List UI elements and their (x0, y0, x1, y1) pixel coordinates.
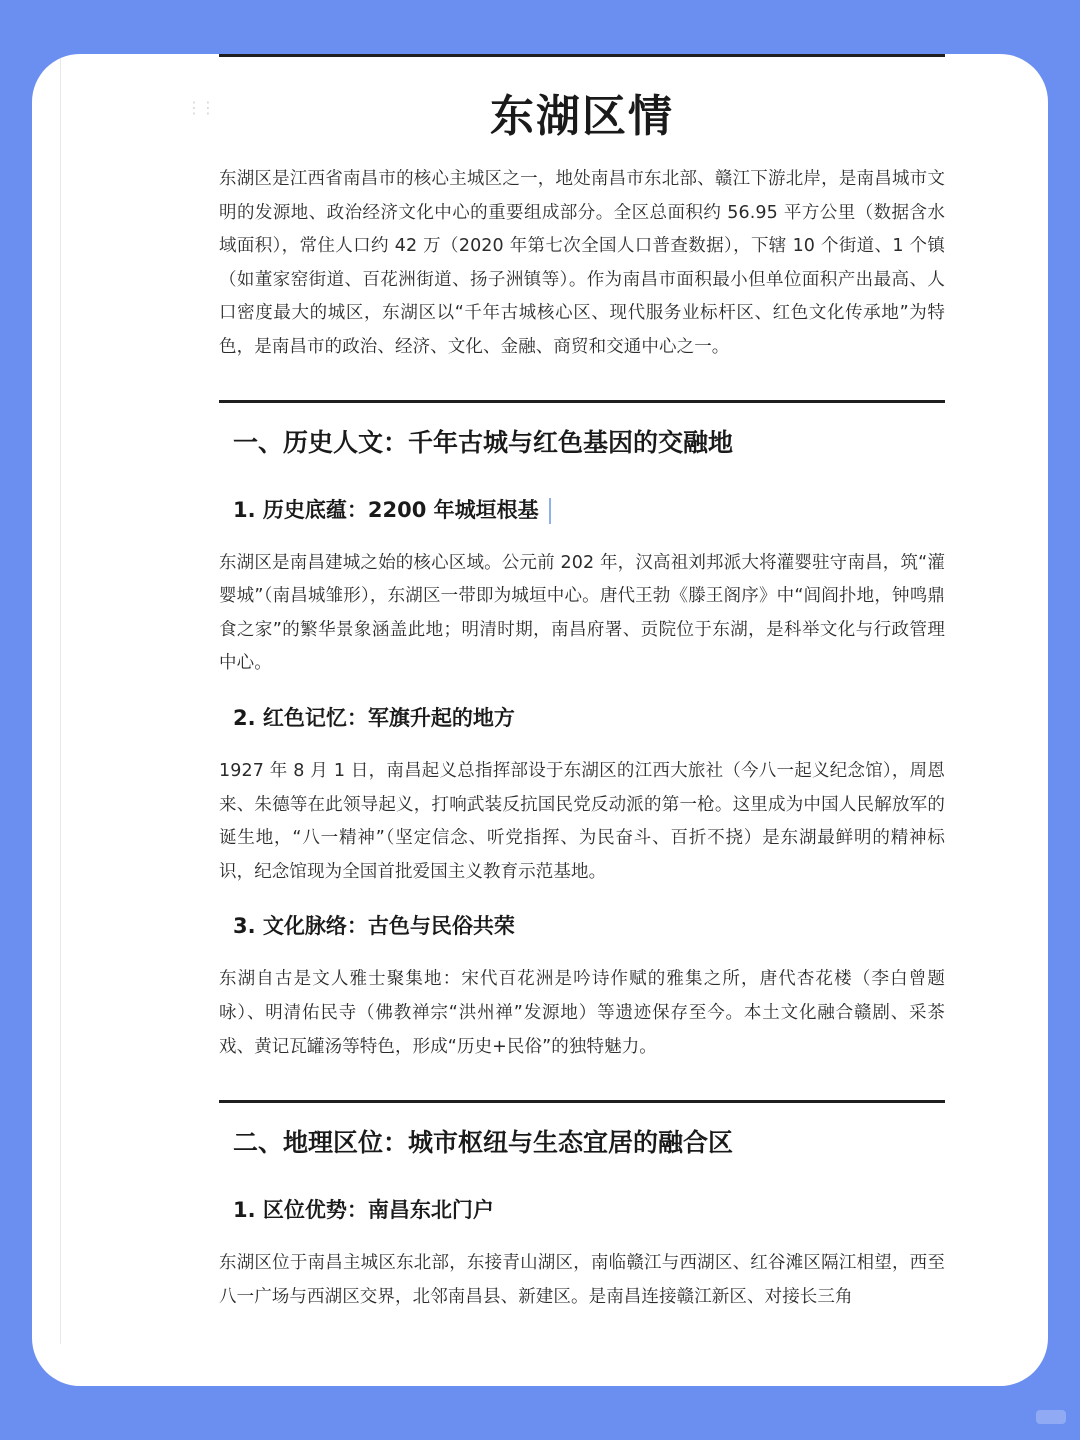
section-heading: 二、地理区位：城市枢纽与生态宜居的融合区 (233, 1128, 734, 1158)
section-divider (219, 1100, 945, 1103)
subsection-heading-text: 1. 历史底蕴：2200 年城垣根基 (233, 497, 539, 522)
paragraph: 东湖自古是文人雅士聚集地：宋代百花洲是吟诗作赋的雅集之所，唐代杏花楼（李白曾题咏）、明清佑民寺（佛教禅宗“洪州禅”发源地）等遗迹保存至今。本土文化融合赣剧、采茶戏、黄记瓦罐汤等特色，形成“历史+民俗”的独特魅力。 (219, 969, 945, 1057)
paragraph: 1927 年 8 月 1 日，南昌起义总指挥部设于东湖区的江西大旅社（今八一起义纪念馆），周恩来、朱德等在此领导起义，打响武装反抗国民党反动派的第一枪。这里成为中国人民解放军的诞生地，“八一精神”（坚定信念、听党指挥、为民奋斗、百折不挠）是东湖最鲜明的精神标识，纪念馆现为全国首批爱国主义教育示范基地。 (219, 760, 945, 882)
intro-paragraph: 东湖区是江西省南昌市的核心主城区之一，地处南昌市东北部、赣江下游北岸，是南昌城市文明的发源地、政治经济文化中心的重要组成部分。全区总面积约 56.95 平方公里（数据含水域面积），常住人口约 42 万（2020 年第七次全国人口普查数据），下辖 10 个街道、1 个镇（如董家窑街道、百花洲街道、扬子洲镇等）。作为南昌市面积最小但单位面积产出最高、人口密度最大的城区，东湖区以“千年古城核心区、现代服务业标杆区、红色文化传承地”为特色，是南昌市的政治、经济、文化、金融、商贸和交通中心之一。 (219, 169, 945, 357)
document-body (219, 54, 945, 1386)
text-cursor (549, 498, 551, 524)
paragraph: 东湖区是南昌建城之始的核心区域。公元前 202 年，汉高祖刘邦派大将灌婴驻守南昌，筑“灌婴城”（南昌城雏形），东湖区一带即为城垣中心。唐代王勃《滕王阁序》中“闾阎扑地，钟鸣鼎食之家”的繁华景象涵盖此地；明清时期，南昌府署、贡院位于东湖，是科举文化与行政管理中心。 (219, 552, 945, 674)
watermark (1036, 1410, 1066, 1424)
subsection-heading: 1. 区位优势：南昌东北门户 (233, 1198, 494, 1223)
top-divider (219, 54, 945, 57)
subsection-heading: 2. 红色记忆：军旗升起的地方 (233, 705, 515, 730)
paragraph: 东湖区位于南昌主城区东北部，东接青山湖区，南临赣江与西湖区、红谷滩区隔江相望，西至八一广场与西湖区交界，北邻南昌县、新建区。是南昌连接赣江新区、对接长三角 (219, 1253, 945, 1307)
subsection-heading: 3. 文化脉络：古色与民俗共荣 (233, 914, 515, 939)
drag-handle-icon[interactable]: ⋮⋮ (186, 98, 214, 117)
page-title: 东湖区情 (490, 91, 674, 142)
section-divider (219, 400, 945, 403)
document-card (32, 54, 1048, 1386)
subsection-heading (219, 493, 945, 527)
page-edge (60, 54, 61, 1344)
section-heading: 一、历史人文：千年古城与红色基因的交融地 (233, 427, 734, 457)
